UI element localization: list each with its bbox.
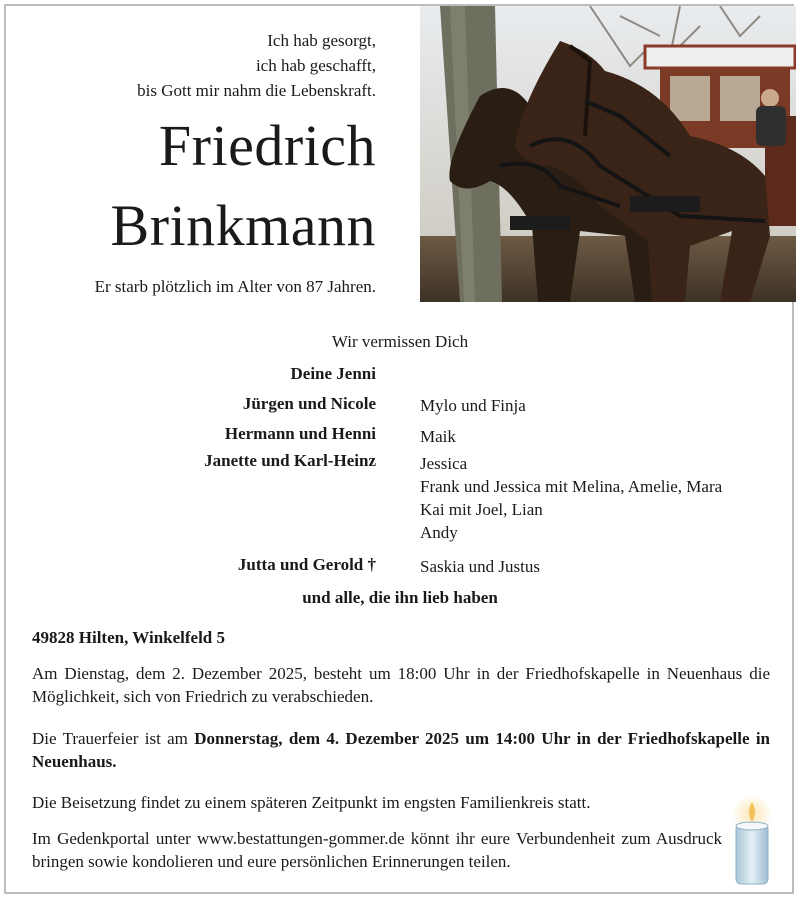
- funeral-paragraph: [32, 727, 770, 773]
- farewell-paragraph: Am Dienstag, dem 2. Dezember 2025, besteht um 18:00 Uhr in der Friedhofskapelle in Neuenhaus die Möglichkeit, sich von Friedrich zu verabschieden.: [32, 664, 770, 706]
- horses-carriage-photo-svg: [420, 6, 796, 302]
- child-name: Jessica: [420, 454, 468, 473]
- poem: [36, 28, 376, 103]
- poem-line: Ich hab gesorgt,: [267, 31, 376, 50]
- mourner-children: [420, 394, 790, 417]
- mourner-name: Jutta und Gerold †: [237, 555, 376, 574]
- horses-carriage-photo: [420, 6, 796, 302]
- child-name: Andy: [420, 523, 458, 542]
- child-name: Maik: [420, 427, 456, 446]
- mourner-name: Jürgen und Nicole: [242, 394, 376, 413]
- mourner-name: Janette und Karl-Heinz: [204, 451, 376, 470]
- candle-icon-svg: [726, 792, 778, 888]
- address: 49828 Hilten, Winkelfeld 5: [32, 628, 226, 647]
- child-name: Frank und Jessica mit Melina, Amelie, Mara: [420, 477, 723, 496]
- burial-paragraph: Die Beisetzung findet zu einem späteren Zeitpunkt im engsten Familienkreis statt.: [32, 793, 591, 812]
- first-name: Friedrich: [158, 113, 376, 178]
- deceased-name: [0, 106, 376, 266]
- candle-icon: [726, 792, 778, 888]
- mourner-name: Hermann und Henni: [224, 424, 376, 443]
- poem-line: bis Gott mir nahm die Lebenskraft.: [137, 81, 376, 100]
- child-name: Kai mit Joel, Lian: [420, 500, 543, 519]
- child-name: Saskia und Justus: [420, 557, 540, 576]
- age-line: Er starb plötzlich im Alter von 87 Jahren.: [94, 277, 376, 296]
- child-name: Mylo und Finja: [420, 396, 526, 415]
- closing-line: und alle, die ihn lieb haben: [302, 588, 498, 607]
- mourner-children: [420, 452, 790, 544]
- funeral-prefix: Die Trauerfeier ist am: [32, 729, 195, 748]
- mourner-name: Deine Jenni: [290, 364, 376, 383]
- poem-line: ich hab geschafft,: [255, 56, 376, 75]
- mourner-children: [420, 555, 790, 578]
- mourner-children: [420, 425, 790, 448]
- funeral-details: Donnerstag, dem 4. Dezember 2025 um 14:00 Uhr in der Friedhofskapelle in Neuenhaus.: [32, 729, 771, 771]
- mourners-heading: Wir vermissen Dich: [331, 332, 469, 351]
- portal-paragraph: Im Gedenkportal unter www.bestattungen-gommer.de könnt ihr eure Verbundenheit zum Ausdruck bringen sowie kondolieren und eure persönlichen Erinnerungen teilen.: [32, 829, 722, 871]
- last-name: Brinkmann: [110, 193, 376, 258]
